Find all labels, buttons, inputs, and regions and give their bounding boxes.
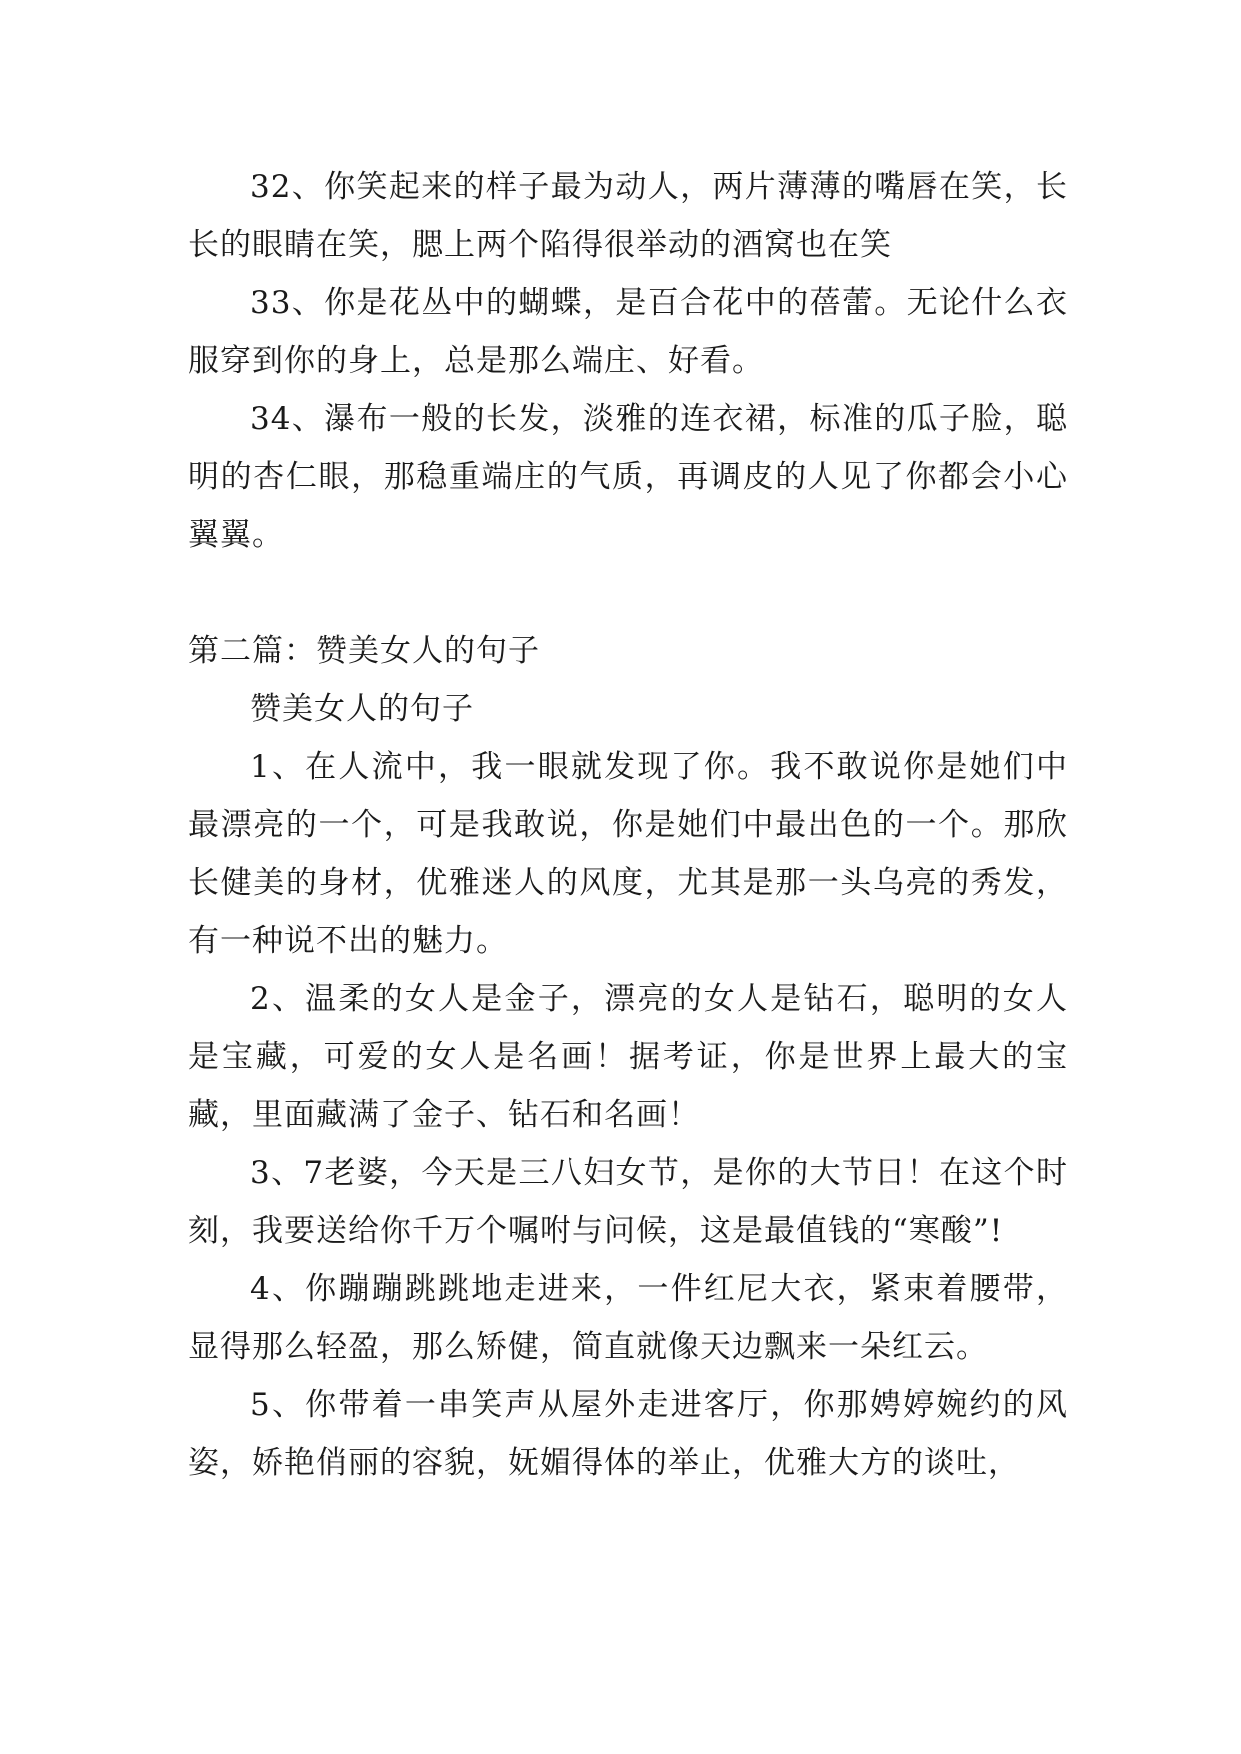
section-subtitle: 赞美女人的句子 xyxy=(250,691,474,727)
paragraph-3: 3、7老婆，今天是三八妇女节，是你的大节日！在这个时刻，我要送给你千万个嘱咐与问候，这是最值钱的“寒酸”! xyxy=(188,1155,1068,1249)
paragraph-32: 32、你笑起来的样子最为动人，两片薄薄的嘴唇在笑，长长的眼睛在笑，腮上两个陷得很举动的酒窝也在笑 xyxy=(188,169,1068,263)
paragraph-1: 1、在人流中，我一眼就发现了你。我不敢说你是她们中最漂亮的一个，可是我敢说，你是她们中最出色的一个。那欣长健美的身材，优雅迷人的风度，尤其是那一头乌亮的秀发，有一种说不出的魅力。 xyxy=(188,749,1068,959)
paragraph-5: 5、你带着一串笑声从屋外走进客厅，你那娉婷婉约的风姿，娇艳俏丽的容貌，妩媚得体的举止，优雅大方的谈吐， xyxy=(188,1387,1068,1481)
paragraph-4: 4、你蹦蹦跳跳地走进来，一件红尼大衣，紧束着腰带，显得那么轻盈，那么矫健，简直就像天边飘来一朵红云。 xyxy=(188,1271,1068,1365)
paragraph-34: 34、瀑布一般的长发，淡雅的连衣裙，标准的瓜子脸，聪明的杏仁眼，那稳重端庄的气质，再调皮的人见了你都会小心翼翼。 xyxy=(188,401,1068,553)
paragraph-33: 33、你是花丛中的蝴蝶，是百合花中的蓓蕾。无论什么衣服穿到你的身上，总是那么端庄、好看。 xyxy=(188,285,1068,379)
section-title: 第二篇：赞美女人的句子 xyxy=(188,633,540,669)
paragraph-2: 2、温柔的女人是金子，漂亮的女人是钻石，聪明的女人是宝藏，可爱的女人是名画！据考证，你是世界上最大的宝藏，里面藏满了金子、钻石和名画！ xyxy=(188,981,1068,1133)
document-page xyxy=(188,158,1068,1492)
